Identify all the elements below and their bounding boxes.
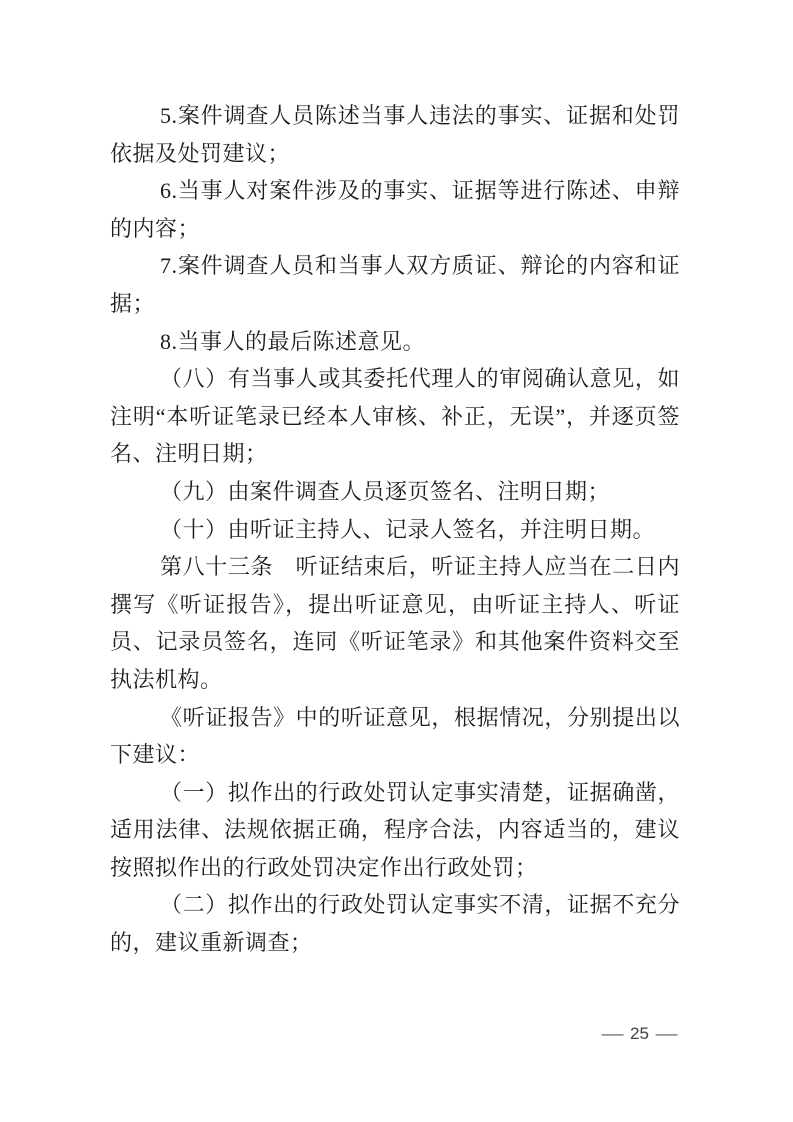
paragraph-clause-8: （八）有当事人或其委托代理人的审阅确认意见，如注明“本听证笔录已经本人审核、补正，无误”，并逐页签名、注明日期； (110, 366, 680, 467)
paragraph-hearing-report: 《听证报告》中的听证意见，根据情况，分别提出以下建议： (110, 704, 680, 768)
paragraph-article-83: 第八十三条 听证结束后，听证主持人应当在二日内撰写《听证报告》，提出听证意见，由听证主持人、听证员、记录员签名，连同《听证笔录》和其他案件资料交至执法机构。 (110, 554, 680, 692)
footer-dash-left: — (601, 1024, 624, 1043)
paragraph-item-6: 6.当事人对案件涉及的事实、证据等进行陈述、申辩的内容； (110, 178, 680, 241)
paragraph-clause-9: （九）由案件调查人员逐页签名、注明日期； (160, 478, 611, 504)
page-footer (601, 1024, 678, 1044)
paragraph-item-5: 5.案件调查人员陈述当事人违法的事实、证据和处罚依据及处罚建议； (110, 103, 680, 166)
page-number: 25 (630, 1024, 649, 1043)
document-body (110, 97, 680, 962)
paragraph-suggestion-1: （一）拟作出的行政处罚认定事实清楚，证据确凿，适用法律、法规依据正确，程序合法，内容适当的，建议按照拟作出的行政处罚决定作出行政处罚； (110, 779, 680, 880)
footer-dash-right: — (655, 1024, 678, 1043)
paragraph-item-7: 7.案件调查人员和当事人双方质证、辩论的内容和证据； (110, 253, 680, 316)
paragraph-suggestion-2: （二）拟作出的行政处罚认定事实不清，证据不充分的，建议重新调查； (110, 892, 680, 956)
paragraph-item-8: 8.当事人的最后陈述意见。 (160, 328, 426, 354)
paragraph-clause-10: （十）由听证主持人、记录人签名，并注明日期。 (160, 516, 656, 542)
